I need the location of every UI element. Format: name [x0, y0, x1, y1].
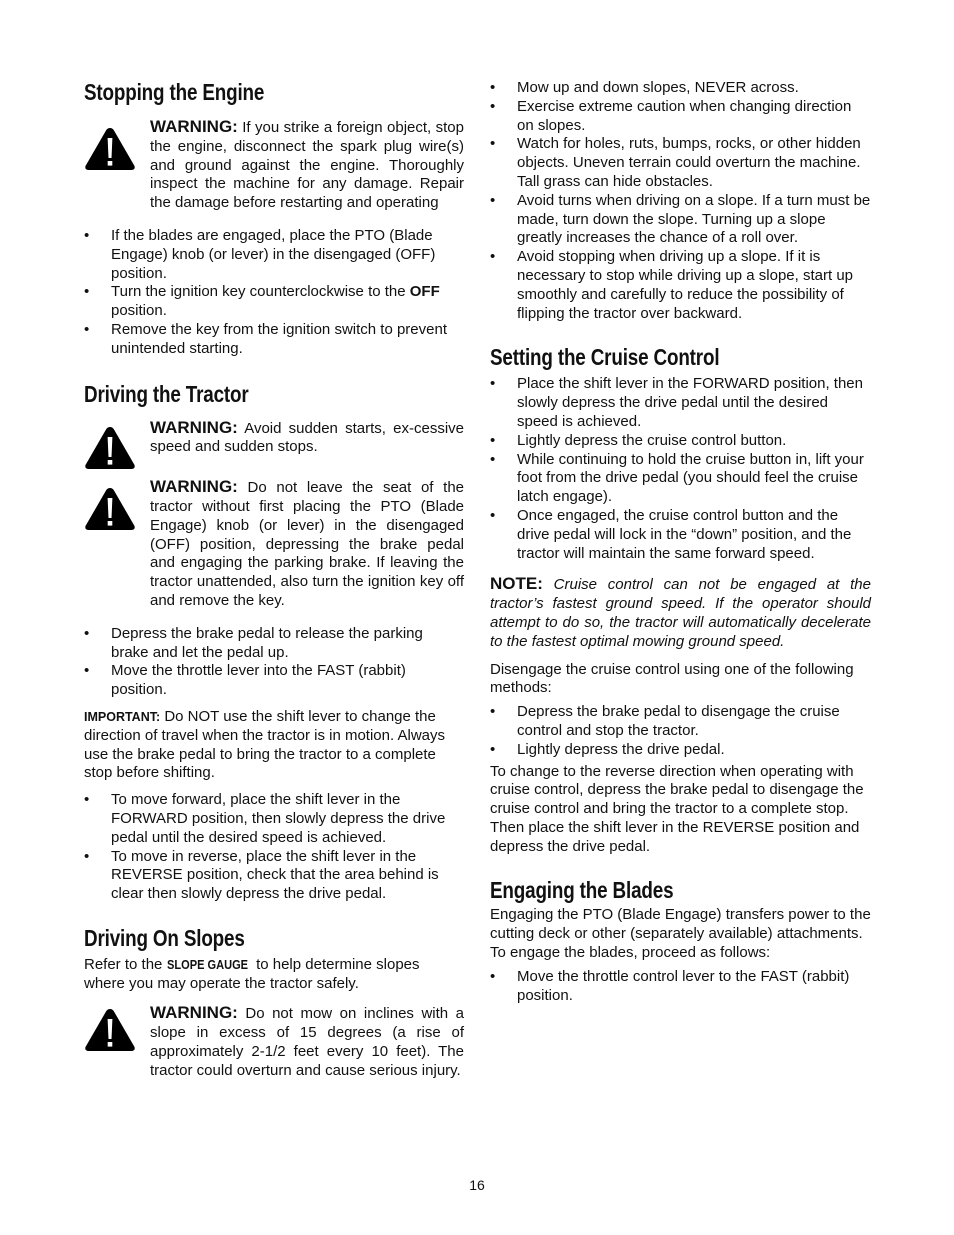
slopes-intro: Refer to the SLOPE GAUGE to help determine slopes where you may operate the tractor safely. [84, 955, 420, 992]
reverse-paragraph: To change to the reverse direction when operating with cruise control, depress the brake pedal to disengage the cruise control and bring the tractor to a complete stop. Then place the shift lever in the REVERSE position and depress the drive pedal. [490, 762, 864, 855]
warning-text: If you strike a foreign object, stop the engine, disconnect the spark plug wire(s) and ground against the engine. Thoroughly inspect the machine for any damage. Repair the damage before restarting and operating [150, 119, 464, 212]
list-item: • Move the throttle control lever to the FAST (rabbit) position. [490, 968, 871, 1006]
list-item: • Once engaged, the cruise control button and the drive pedal will lock in the “down” position, and the tractor will maintain the same forward speed. [490, 507, 871, 563]
warning-label: WARNING: [150, 117, 238, 136]
warning-block-driving-1 [84, 419, 464, 458]
important-paragraph: IMPORTANT: Do NOT use the shift lever to change the direction of travel when the tractor is in motion. Always use the brake pedal to bring the tractor to a complete stop before shifting. [84, 707, 445, 782]
right-column [490, 78, 871, 1005]
list-item: • Depress the brake pedal to release the parking brake and let the pedal up. [84, 625, 464, 663]
list-item: • Place the shift lever in the FORWARD position, then slowly depress the drive pedal until the desired speed is achieved. [490, 375, 871, 431]
blades-intro: Engaging the PTO (Blade Engage) transfers power to the cutting deck or other (separately available) attachments. To engage the blades, proceed as follows: [490, 906, 871, 962]
list-item: • Move the throttle lever into the FAST (rabbit) position. [84, 662, 464, 700]
blades-bullet-list [490, 968, 871, 1006]
warning-text: Avoid sudden starts, ex-cessive speed and sudden stops. [150, 419, 464, 456]
disengage-intro: Disengage the cruise control using one of the following methods: [490, 660, 854, 697]
list-item: • Depress the brake pedal to disengage the cruise control and stop the tractor. [490, 703, 871, 741]
driving-bullet-list-1 [84, 625, 464, 700]
list-item: • Lightly depress the cruise control button. [490, 432, 871, 451]
left-column [84, 78, 464, 1081]
warning-block-driving-2 [84, 478, 464, 611]
stopping-bullet-list [84, 227, 464, 359]
disengage-bullet-list [490, 703, 871, 759]
section-heading-driving-tractor: Driving the Tractor [84, 380, 249, 407]
list-item: • Watch for holes, ruts, bumps, rocks, or other hidden objects. Uneven terrain could overturn the machine. Tall grass can hide obstacles. [490, 135, 871, 191]
warning-label: WARNING: [150, 477, 238, 497]
warning-triangle-icon [84, 425, 136, 471]
warning-text: Do not leave the seat of the tractor without first placing the PTO (Blade Engage) knob (or lever) in the disengaged (OFF) position, depressing the brake pedal and engaging the parking brake. If leaving the tractor unattended, also turn the ignition key off and remove the key. [150, 479, 464, 609]
warning-triangle-icon [84, 486, 136, 532]
list-item: • To move forward, place the shift lever in the FORWARD position, then slowly depress the drive pedal until the desired speed is achieved. [84, 791, 464, 847]
list-item: • Avoid turns when driving on a slope. If a turn must be made, turn down the slope. Turning up a slope greatly increases the chance of a roll over. [490, 192, 871, 248]
cruise-bullet-list [490, 375, 871, 563]
note-paragraph: NOTE: Cruise control can not be engaged at the tractor’s fastest ground speed. If the operator should attempt to do so, the tractor will automatically decelerate to the fastest optimal mowing ground speed. [490, 574, 871, 650]
list-item: • Remove the key from the ignition switch to prevent unintended starting. [84, 321, 464, 359]
list-item: • Avoid stopping when driving up a slope. If it is necessary to stop while driving up a slope, start up smoothly and carefully to reduce the possibility of flipping the tractor over backward. [490, 248, 871, 323]
list-item: • Exercise extreme caution when changing direction on slopes. [490, 98, 871, 136]
warning-triangle-icon [84, 126, 136, 172]
section-heading-driving-slopes: Driving On Slopes [84, 924, 245, 951]
list-item: • If the blades are engaged, place the PTO (Blade Engage) knob (or lever) in the disengaged (OFF) position. [84, 227, 464, 283]
section-heading-stopping-engine: Stopping the Engine [84, 79, 265, 105]
warning-block-slopes [84, 1004, 464, 1080]
warning-block-stopping [84, 118, 464, 213]
section-heading-cruise-control: Setting the Cruise Control [490, 344, 720, 371]
list-item: • While continuing to hold the cruise button in, lift your foot from the drive pedal (you should feel the cruise latch engage). [490, 451, 871, 507]
slope-safety-bullet-list [490, 79, 871, 323]
list-item: • Mow up and down slopes, NEVER across. [490, 79, 871, 98]
warning-label: WARNING: [150, 1003, 238, 1023]
warning-triangle-icon [84, 1007, 136, 1053]
warning-text: Do not mow on inclines with a slope in excess of 15 degrees (a rise of approximately 2-1/2 feet every 10 feet). The tractor could overturn and cause serious injury. [150, 1005, 464, 1079]
list-item: • Lightly depress the drive pedal. [490, 741, 871, 760]
list-item: • Turn the ignition key counterclockwise to the OFF position. [84, 283, 464, 321]
section-heading-engaging-blades: Engaging the Blades [490, 877, 674, 904]
page-number: 16 [469, 1177, 485, 1193]
warning-label: WARNING: [150, 417, 238, 437]
driving-bullet-list-2 [84, 791, 464, 904]
list-item: • To move in reverse, place the shift lever in the REVERSE position, check that the area behind is clear then slowly depress the drive pedal. [84, 848, 464, 904]
